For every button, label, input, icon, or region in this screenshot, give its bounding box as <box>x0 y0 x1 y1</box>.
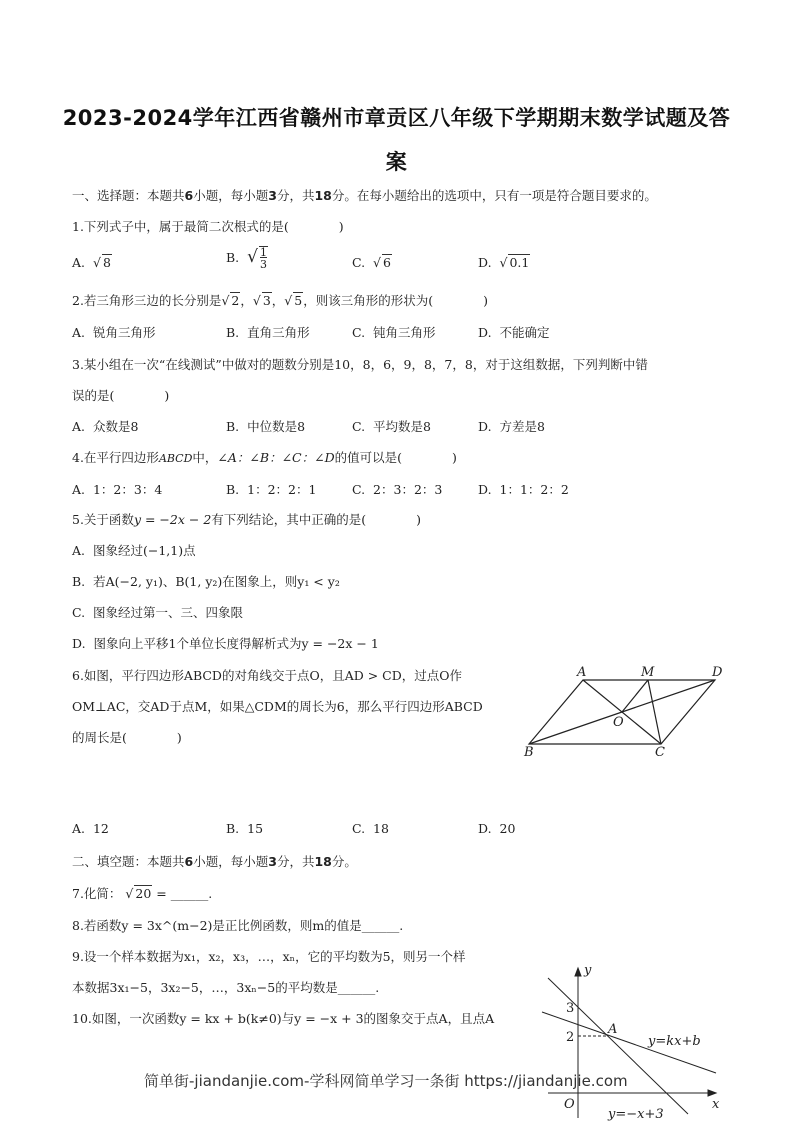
parallelogram-figure <box>515 660 735 760</box>
option-label: C. <box>352 325 366 340</box>
option-label: A. <box>72 325 86 340</box>
q1-option-d: D. √ 0.1 <box>478 255 530 270</box>
q9-stem-line2: 本数据3x₁−5，3x₂−5，…，3xₙ−5的平均数是______. <box>72 980 380 995</box>
option-label: A. <box>72 821 86 836</box>
stem-text: 的值可以是( ) <box>334 450 457 465</box>
x-axis-label: x <box>712 1097 720 1112</box>
line1-label: y=kx+b <box>648 1034 701 1049</box>
q1-option-c: C. √ 6 <box>352 255 391 270</box>
option-text: 不能确定 <box>499 325 550 340</box>
radicand: 8 <box>102 255 111 270</box>
option-label: B. <box>226 419 240 434</box>
heading-text: 分。在每小题给出的选项中，只有一项是符合题目要求的。 <box>331 188 657 203</box>
q3-option-c <box>352 417 431 435</box>
heading-text: 小题，每小题 <box>193 854 269 869</box>
heading-text: 分。 <box>331 854 357 869</box>
answer-blank: = ______. <box>152 886 213 901</box>
shape-name: ABCD <box>158 452 193 465</box>
radicand: 20 <box>135 886 152 901</box>
title-line-2: 案 <box>385 150 408 174</box>
option-label: B. <box>226 482 240 497</box>
q1-stem: 1.下列式子中，属于最简二次根式的是( ) <box>72 219 344 234</box>
option-text: 直角三角形 <box>247 325 310 340</box>
question-count: 6 <box>184 854 194 869</box>
section1-heading <box>72 186 657 204</box>
option-label: B. <box>226 821 240 836</box>
option-label: C. <box>352 821 366 836</box>
linear-functions-graph <box>540 960 740 1122</box>
q5-option-c <box>72 603 243 621</box>
option-label: B. <box>72 574 86 589</box>
q4-stem <box>72 448 457 466</box>
label-A: A <box>577 665 587 680</box>
option-text: 钝角三角形 <box>373 325 436 340</box>
q5-option-a <box>72 541 196 559</box>
label-C: C <box>655 745 665 760</box>
q2-option-a <box>72 323 155 341</box>
option-text: 锐角三角形 <box>92 325 156 340</box>
q7-stem: 7.化简： √ 20 = ______. <box>72 886 213 901</box>
stem-text: 7.化简： <box>72 886 122 901</box>
option-label: C. <box>352 419 366 434</box>
title-line-1: 2023-2024学年江西省赣州市章贡区八年级下学期期末数学试题及答 <box>62 106 731 130</box>
side-2: 3 <box>262 293 271 308</box>
side-3: 5 <box>294 293 303 308</box>
q8-stem: 8.若函数y = 3x^(m−2)是正比例函数，则m的值是______. <box>72 918 404 933</box>
q1-option-b: B. √ 1 3 <box>226 246 267 271</box>
points-each: 3 <box>268 854 277 869</box>
option-text: 方差是8 <box>499 419 545 434</box>
stem-text: 4.在平行四边形 <box>72 450 159 465</box>
side-1: 2 <box>231 293 240 308</box>
origin-label: O <box>564 1097 575 1112</box>
q6-stem-line3: 的周长是( ) <box>72 730 182 745</box>
total-points: 18 <box>314 854 332 869</box>
q6-stem-line2: OM⊥AC，交AD于点M，如果△CDM的周长为6，那么平行四边形ABCD <box>72 699 483 714</box>
stem-text: 2.若三角形三边的长分别是 <box>72 293 222 308</box>
y-axis-label: y <box>584 963 592 978</box>
function-expr: y = −2x − 2 <box>133 512 212 527</box>
option-text: 18 <box>373 821 389 836</box>
label-O: O <box>613 715 624 730</box>
option-text: 1：1：2：2 <box>499 482 569 497</box>
option-label: A. <box>72 482 86 497</box>
angle-ratio: ∠A：∠B：∠C：∠D <box>217 450 335 465</box>
q3-option-b <box>226 417 305 435</box>
option-text: 平均数是8 <box>373 419 431 434</box>
fraction-one-third: 1 3 <box>259 246 267 271</box>
option-label: C. <box>72 605 86 620</box>
option-text: 众数是8 <box>92 419 139 434</box>
option-label: D. <box>72 636 86 651</box>
stem-text: 5.关于函数 <box>72 512 134 527</box>
q2-stem: 2.若三角形三边的长分别是√ 2，√ 3，√ 5，则该三角形的形状为( ) <box>72 293 488 308</box>
label-B: B <box>524 745 534 760</box>
q9-stem-line1: 9.设一个样本数据为x₁，x₂，x₃，…，xₙ，它的平均数为5，则另一个样 <box>72 949 466 964</box>
points-each: 3 <box>268 188 277 203</box>
option-text: 2：3：2：3 <box>373 482 443 497</box>
q2-option-c <box>352 323 436 341</box>
q2-option-d <box>478 323 550 341</box>
q3-option-a <box>72 417 138 435</box>
option-text: 1：2：2：1 <box>247 482 317 497</box>
option-label: A. <box>72 419 86 434</box>
footer-watermark: 简单街-jiandanjie.com-学科网简单学习一条街 https://jiandanjie.com <box>144 1072 628 1090</box>
q4-option-b <box>226 480 316 498</box>
option-label: A. <box>72 255 86 270</box>
q10-stem-line1: 10.如图，一次函数y = kx + b(k≠0)与y = −x + 3的图象交于点A，且点A <box>72 1011 495 1026</box>
option-label: D. <box>478 821 492 836</box>
q4-option-a <box>72 480 162 498</box>
q4-option-c <box>352 480 442 498</box>
heading-text: 一、选择题：本题共 <box>72 188 185 203</box>
option-text: 图象经过(−1,1)点 <box>92 543 196 558</box>
label-D: D <box>712 665 723 680</box>
option-label: D. <box>478 419 492 434</box>
x-axis-arrow-icon <box>708 1090 716 1096</box>
tick-3: 3 <box>566 1001 575 1016</box>
q3-stem-line1: 3.某小组在一次“在线测试”中做对的题数分别是10，8，6，9，8，7，8，对于这组数据，下列判断中错 <box>72 357 648 372</box>
heading-text: 二、填空题：本题共 <box>72 854 185 869</box>
q5-option-d <box>72 634 379 652</box>
point-A-label: A <box>608 1022 618 1037</box>
q1-option-a: A. √ 8 <box>72 255 111 270</box>
option-label: A. <box>72 543 86 558</box>
q6-stem-line1: 6.如图，平行四边形ABCD的对角线交于点O，且AD > CD，过点O作 <box>72 668 463 683</box>
heading-text: 小题，每小题 <box>193 188 269 203</box>
q6-option-d <box>478 821 515 836</box>
option-text: 图象经过第一、三、四象限 <box>93 605 244 620</box>
option-label: C. <box>352 482 366 497</box>
q6-option-b <box>226 821 263 836</box>
option-label: C. <box>352 255 366 270</box>
q6-option-c <box>352 821 389 836</box>
q5-option-b <box>72 572 340 590</box>
option-label: B. <box>226 325 240 340</box>
option-label: D. <box>478 325 492 340</box>
heading-text: 分，共 <box>276 854 315 869</box>
q2-option-b <box>226 323 310 341</box>
q6-option-a <box>72 821 109 836</box>
option-label: D. <box>478 255 492 270</box>
q5-stem <box>72 510 421 528</box>
option-label: D. <box>478 482 492 497</box>
radicand: 0.1 <box>509 255 530 270</box>
q4-option-d <box>478 480 569 498</box>
heading-text: 分，共 <box>276 188 315 203</box>
option-text: 20 <box>499 821 516 836</box>
stem-text: ，则该三角形的形状为( ) <box>303 293 488 308</box>
tick-2: 2 <box>566 1030 575 1045</box>
stem-text: 有下列结论，其中正确的是( ) <box>211 512 422 527</box>
stem-text: 中， <box>192 450 218 465</box>
q3-option-d <box>478 417 545 435</box>
y-axis-arrow-icon <box>575 968 581 976</box>
total-points: 18 <box>314 188 332 203</box>
radicand: 6 <box>383 255 391 270</box>
option-text: 15 <box>247 821 264 836</box>
question-count: 6 <box>184 188 194 203</box>
q3-stem-line2: 误的是( ) <box>72 388 170 403</box>
label-M: M <box>641 665 655 680</box>
option-text: 中位数是8 <box>247 419 306 434</box>
option-text: 12 <box>92 821 109 836</box>
section2-heading <box>72 852 357 870</box>
option-label: B. <box>226 250 240 265</box>
line2-label: y=−x+3 <box>608 1107 664 1122</box>
option-text: 1：2：3：4 <box>92 482 163 497</box>
option-text: 若A(−2, y₁)、B(1, y₂)在图象上，则y₁ < y₂ <box>93 574 340 589</box>
option-text: 图象向上平移1个单位长度得解析式为y = −2x − 1 <box>93 636 379 651</box>
